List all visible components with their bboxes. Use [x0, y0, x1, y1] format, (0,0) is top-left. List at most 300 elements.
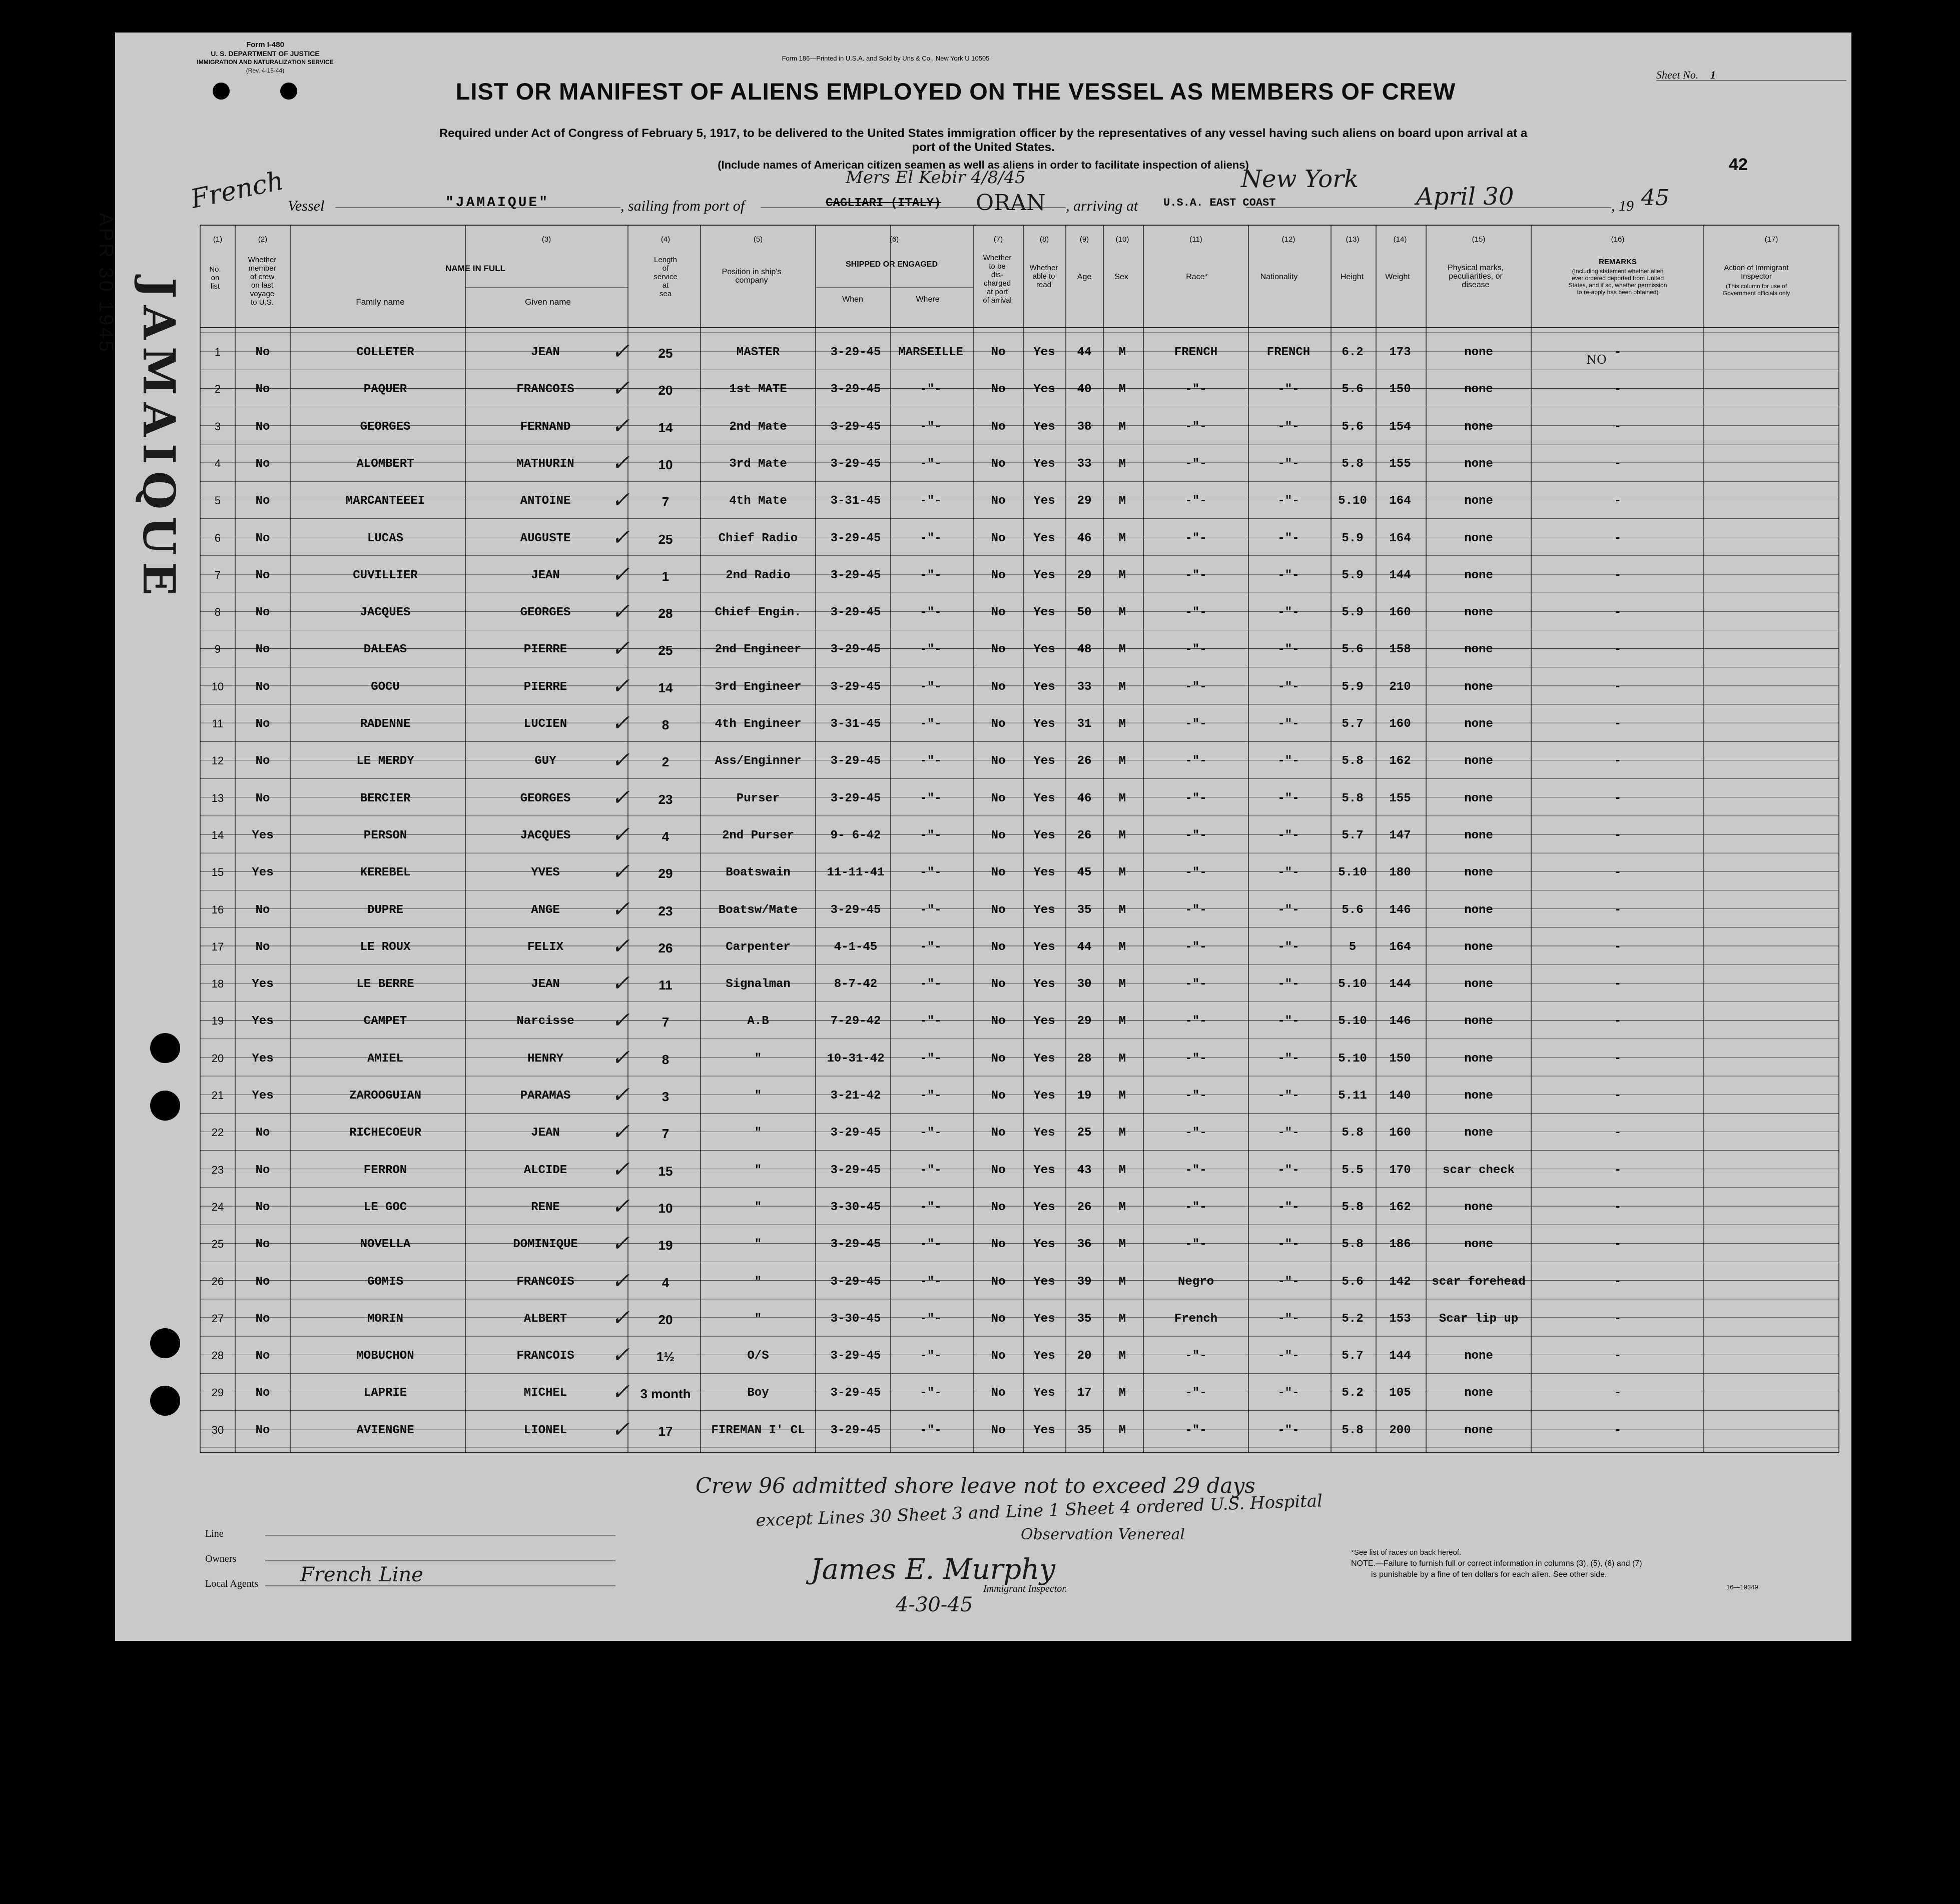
shipped-when-cell: 3-29-45: [830, 791, 881, 805]
position-cell: ": [754, 1163, 762, 1177]
able-to-read-cell: Yes: [1033, 1349, 1055, 1363]
position-cell: Chief Radio: [718, 531, 798, 545]
shipped-when-cell: 7-29-42: [830, 1015, 881, 1029]
discharged-cell: No: [991, 568, 1006, 582]
shipped-when-cell: 3-29-45: [830, 1275, 881, 1289]
date-stamp: APR 30 1945: [95, 213, 117, 354]
family-name-cell: CAMPET: [363, 1015, 407, 1029]
family-name-cell: MORIN: [367, 1312, 404, 1326]
able-to-read-cell: Yes: [1033, 494, 1055, 508]
given-name-cell: FRANCOIS: [516, 1349, 574, 1363]
able-to-read-cell: Yes: [1033, 754, 1055, 768]
check-mark-icon: ✓: [611, 749, 630, 775]
physical-marks-cell: none: [1464, 494, 1493, 508]
family-name-cell: PERSON: [363, 828, 407, 842]
physical-marks-cell: none: [1464, 1200, 1493, 1214]
height-cell: 5.9: [1342, 606, 1364, 620]
sex-cell: M: [1118, 346, 1126, 359]
row-number-cell: 6: [214, 531, 221, 544]
column-number: (13): [1346, 235, 1360, 244]
age-cell: 31: [1077, 717, 1092, 731]
sex-cell: M: [1118, 866, 1126, 880]
nationality-cell: FRENCH: [1266, 346, 1311, 359]
discharged-cell: No: [991, 866, 1006, 880]
shipped-when-cell: 3-29-45: [830, 1423, 881, 1437]
remarks-cell: -: [1614, 791, 1622, 805]
age-cell: 26: [1077, 828, 1092, 842]
check-mark-icon: ✓: [611, 1195, 630, 1221]
physical-marks-cell: none: [1464, 1386, 1493, 1400]
age-cell: 48: [1077, 643, 1092, 657]
age-cell: 25: [1077, 1126, 1092, 1140]
shipped-when-cell: 3-29-45: [830, 383, 881, 397]
given-name-cell: JEAN: [531, 568, 560, 582]
page-number: 42: [1729, 155, 1748, 174]
col-header-age: Age: [1077, 273, 1092, 281]
race-cell: -"-: [1185, 866, 1207, 880]
discharged-cell: No: [991, 1163, 1006, 1177]
race-cell: -"-: [1185, 457, 1207, 471]
age-cell: 30: [1077, 978, 1092, 992]
destination-handwritten: New York: [1241, 165, 1359, 193]
race-cell: -"-: [1185, 1386, 1207, 1400]
race-cell: -"-: [1185, 494, 1207, 508]
last-voyage-cell: Yes: [252, 978, 274, 992]
shipped-where-cell: -"-: [920, 1015, 942, 1029]
shipped-when-cell: 11-11-41: [827, 866, 885, 880]
col-header-race: Race*: [1186, 273, 1208, 281]
nationality-cell: -"-: [1277, 1275, 1299, 1289]
height-cell: 5.11: [1338, 1089, 1367, 1103]
family-name-cell: GOCU: [371, 680, 400, 694]
last-voyage-cell: No: [255, 1200, 270, 1214]
check-mark-icon: ✓: [611, 601, 630, 626]
owners-handwritten: French Line: [300, 1563, 423, 1586]
able-to-read-cell: Yes: [1033, 606, 1055, 620]
discharged-cell: No: [991, 1200, 1006, 1214]
shipped-where-cell: -"-: [920, 383, 942, 397]
remarks-cell: -: [1614, 383, 1622, 397]
discharged-cell: No: [991, 346, 1006, 359]
given-name-cell: ANTOINE: [520, 494, 571, 508]
age-cell: 35: [1077, 1423, 1092, 1437]
weight-cell: 164: [1389, 494, 1411, 508]
weight-cell: 147: [1389, 828, 1411, 842]
races-note: *See list of races on back hereof.: [1351, 1548, 1462, 1557]
height-cell: 5.7: [1342, 1349, 1364, 1363]
discharged-cell: No: [991, 754, 1006, 768]
able-to-read-cell: Yes: [1033, 420, 1055, 434]
race-cell: -"-: [1185, 1238, 1207, 1252]
shipped-where-cell: -"-: [920, 1423, 942, 1437]
column-number: (12): [1281, 235, 1295, 244]
discharged-cell: No: [991, 1126, 1006, 1140]
weight-cell: 186: [1389, 1238, 1411, 1252]
last-voyage-cell: No: [255, 903, 270, 917]
weight-cell: 144: [1389, 568, 1411, 582]
weight-cell: 173: [1389, 346, 1411, 359]
height-cell: 5.10: [1338, 1015, 1367, 1029]
remarks-cell: -: [1614, 754, 1622, 768]
last-voyage-cell: Yes: [252, 1089, 274, 1103]
age-cell: 19: [1077, 1089, 1092, 1103]
check-mark-icon: ✓: [611, 861, 630, 886]
shipped-where-cell: -"-: [920, 1349, 942, 1363]
nationality-handwritten: French: [188, 166, 287, 215]
height-cell: 5.5: [1342, 1163, 1364, 1177]
physical-marks-cell: none: [1464, 346, 1493, 359]
last-voyage-cell: Yes: [252, 1052, 274, 1066]
given-name-cell: GEORGES: [520, 791, 571, 805]
able-to-read-cell: Yes: [1033, 531, 1055, 545]
physical-marks-cell: none: [1464, 606, 1493, 620]
height-cell: 5.8: [1342, 457, 1364, 471]
given-name-cell: JACQUES: [520, 828, 571, 842]
last-voyage-cell: No: [255, 1386, 270, 1400]
col-header-remarks-detail: (Including statement whether alien ever ordered deported from United States, and if so, whether permission to re-apply has been obtained): [1568, 268, 1667, 296]
height-cell: 5.8: [1342, 754, 1364, 768]
sex-cell: M: [1118, 1312, 1126, 1326]
col-header-physical-marks: Physical marks, peculiarities, or disease: [1447, 264, 1504, 289]
race-cell: -"-: [1185, 680, 1207, 694]
able-to-read-cell: Yes: [1033, 903, 1055, 917]
row-number-cell: 12: [211, 754, 224, 767]
given-name-cell: FRANCOIS: [516, 1275, 574, 1289]
check-mark-icon: ✓: [611, 1010, 630, 1035]
year-handwritten: 45: [1641, 185, 1669, 211]
service-length-cell: 8: [662, 717, 670, 732]
shipped-where-cell: -"-: [920, 754, 942, 768]
discharged-cell: No: [991, 1052, 1006, 1066]
able-to-read-cell: Yes: [1033, 791, 1055, 805]
agents-label: Local Agents: [205, 1578, 259, 1589]
weight-cell: 144: [1389, 1349, 1411, 1363]
remarks-cell: -: [1614, 680, 1622, 694]
height-cell: 5.7: [1342, 717, 1364, 731]
last-voyage-cell: No: [255, 680, 270, 694]
height-cell: 5.10: [1338, 866, 1367, 880]
last-voyage-cell: No: [255, 1238, 270, 1252]
shipped-where-cell: -"-: [920, 903, 942, 917]
given-name-cell: PIERRE: [523, 643, 567, 657]
row-number-cell: 24: [211, 1200, 224, 1213]
family-name-cell: LE BERRE: [356, 978, 414, 992]
last-voyage-cell: No: [255, 346, 270, 359]
remarks-cell: -: [1614, 717, 1622, 731]
sex-cell: M: [1118, 791, 1126, 805]
service-length-cell: 29: [658, 866, 673, 881]
family-name-cell: BERCIER: [360, 791, 411, 805]
race-cell: -"-: [1185, 1052, 1207, 1066]
check-mark-icon: ✓: [611, 1121, 630, 1147]
discharged-cell: No: [991, 420, 1006, 434]
shipped-when-cell: 10-31-42: [827, 1052, 885, 1066]
struck-port: CAGLIARI (ITALY): [826, 197, 941, 210]
age-cell: 45: [1077, 866, 1092, 880]
inspector-signature: James E. Murphy: [811, 1553, 1055, 1586]
shipped-where-cell: -"-: [920, 420, 942, 434]
check-mark-icon: ✓: [611, 1047, 630, 1072]
remarks-cell: -: [1614, 346, 1622, 359]
sex-cell: M: [1118, 1423, 1126, 1437]
service-length-cell: 25: [658, 346, 673, 361]
race-cell: -"-: [1185, 606, 1207, 620]
service-length-cell: 25: [658, 531, 673, 547]
remarks-cell: -: [1614, 1015, 1622, 1029]
age-cell: 20: [1077, 1349, 1092, 1363]
remarks-cell: -: [1614, 1275, 1622, 1289]
shipped-when-cell: 3-29-45: [830, 1126, 881, 1140]
shipped-when-cell: 3-29-45: [830, 1349, 881, 1363]
row-number-cell: 28: [211, 1349, 224, 1362]
nationality-cell: -"-: [1277, 494, 1299, 508]
discharged-cell: No: [991, 1089, 1006, 1103]
physical-marks-cell: none: [1464, 1089, 1493, 1103]
height-cell: 5.6: [1342, 643, 1364, 657]
able-to-read-cell: Yes: [1033, 383, 1055, 397]
check-mark-icon: ✓: [611, 526, 630, 552]
race-cell: FRENCH: [1174, 346, 1218, 359]
remarks-cell: -: [1614, 643, 1622, 657]
form-code: 16—19349: [1726, 1583, 1758, 1591]
height-cell: 5.8: [1342, 791, 1364, 805]
service-length-cell: 25: [658, 643, 673, 658]
shipped-where-cell: -"-: [920, 606, 942, 620]
weight-cell: 162: [1389, 1200, 1411, 1214]
last-voyage-cell: No: [255, 568, 270, 582]
check-mark-icon: ✓: [611, 638, 630, 663]
able-to-read-cell: Yes: [1033, 1163, 1055, 1177]
include-line: (Include names of American citizen seamen as well as aliens in order to facilitate inspection of aliens): [718, 159, 1249, 171]
position-cell: FIREMAN I' CL: [711, 1423, 805, 1437]
given-name-cell: JEAN: [531, 1126, 560, 1140]
age-cell: 40: [1077, 383, 1092, 397]
race-cell: -"-: [1185, 978, 1207, 992]
shipped-when-cell: 3-31-45: [830, 717, 881, 731]
position-cell: ": [754, 1052, 762, 1066]
column-number: (17): [1764, 235, 1778, 244]
nationality-cell: -"-: [1277, 1238, 1299, 1252]
port-note-handwritten: Mers El Kebir 4/8/45: [846, 168, 1026, 188]
sex-cell: M: [1118, 494, 1126, 508]
age-cell: 39: [1077, 1275, 1092, 1289]
remarks-cell: -: [1614, 940, 1622, 954]
discharged-cell: No: [991, 383, 1006, 397]
position-cell: ": [754, 1089, 762, 1103]
check-mark-icon: ✓: [611, 1158, 630, 1184]
age-cell: 29: [1077, 568, 1092, 582]
shipped-where-cell: -"-: [920, 494, 942, 508]
check-mark-icon: ✓: [611, 1084, 630, 1109]
age-cell: 28: [1077, 1052, 1092, 1066]
service-length-cell: 15: [658, 1163, 673, 1179]
physical-marks-cell: none: [1464, 1015, 1493, 1029]
service-length-cell: 17: [658, 1423, 673, 1439]
penalty-note-1: NOTE.—Failure to furnish full or correct information in columns (3), (5), (6) and (7): [1351, 1559, 1642, 1568]
nationality-cell: -"-: [1277, 754, 1299, 768]
arriving-label: , arriving at: [1066, 198, 1138, 214]
able-to-read-cell: Yes: [1033, 1312, 1055, 1326]
family-name-cell: MARCANTEEEI: [345, 494, 425, 508]
shipped-where-cell: -"-: [920, 531, 942, 545]
race-cell: French: [1174, 1312, 1218, 1326]
sex-cell: M: [1118, 1015, 1126, 1029]
remarks-cell: -: [1614, 531, 1622, 545]
race-cell: -"-: [1185, 383, 1207, 397]
col-header-shipped: SHIPPED OR ENGAGED: [845, 260, 938, 269]
discharged-cell: No: [991, 1312, 1006, 1326]
able-to-read-cell: Yes: [1033, 457, 1055, 471]
last-voyage-cell: No: [255, 1349, 270, 1363]
arriving-port: U.S.A. EAST COAST: [1163, 197, 1276, 209]
shipped-where-cell: -"-: [920, 1163, 942, 1177]
col-header-sex: Sex: [1114, 273, 1128, 281]
discharged-cell: No: [991, 457, 1006, 471]
check-mark-icon: ✓: [611, 786, 630, 812]
able-to-read-cell: Yes: [1033, 828, 1055, 842]
discharged-cell: No: [991, 978, 1006, 992]
remarks-cell: -: [1614, 1126, 1622, 1140]
sex-cell: M: [1118, 568, 1126, 582]
sex-cell: M: [1118, 1349, 1126, 1363]
nationality-cell: -"-: [1277, 420, 1299, 434]
remarks-cell: -: [1614, 457, 1622, 471]
admission-note-line3: Observation Venereal: [1021, 1526, 1185, 1543]
nationality-cell: -"-: [1277, 1312, 1299, 1326]
nationality-cell: -"-: [1277, 383, 1299, 397]
shipped-where-cell: -"-: [920, 1052, 942, 1066]
remarks-cell: -: [1614, 1238, 1622, 1252]
nationality-cell: -"-: [1277, 643, 1299, 657]
weight-cell: 164: [1389, 531, 1411, 545]
shipped-where-cell: -"-: [920, 1126, 942, 1140]
service-length-cell: 23: [658, 791, 673, 807]
nationality-cell: -"-: [1277, 680, 1299, 694]
row-number-cell: 25: [211, 1238, 224, 1251]
nationality-cell: -"-: [1277, 1200, 1299, 1214]
weight-cell: 200: [1389, 1423, 1411, 1437]
service-length-cell: 3: [662, 1089, 670, 1104]
family-name-cell: NOVELLA: [360, 1238, 411, 1252]
last-voyage-cell: No: [255, 1163, 270, 1177]
service-length-cell: 26: [658, 940, 673, 956]
sex-cell: M: [1118, 643, 1126, 657]
position-cell: 2nd Purser: [722, 828, 795, 842]
discharged-cell: No: [991, 940, 1006, 954]
family-name-cell: DALEAS: [363, 643, 407, 657]
sheet-label: Sheet No.: [1656, 69, 1699, 81]
weight-cell: 162: [1389, 754, 1411, 768]
sex-cell: M: [1118, 1126, 1126, 1140]
column-number: (4): [661, 235, 671, 244]
sex-cell: M: [1118, 754, 1126, 768]
discharged-cell: No: [991, 531, 1006, 545]
vessel-name-side-handwritten: JAMAIQUE: [133, 278, 185, 603]
weight-cell: 150: [1389, 383, 1411, 397]
height-cell: 5.6: [1342, 1275, 1364, 1289]
physical-marks-cell: none: [1464, 791, 1493, 805]
family-name-cell: LE MERDY: [356, 754, 414, 768]
able-to-read-cell: Yes: [1033, 680, 1055, 694]
shipped-when-cell: 3-29-45: [830, 1163, 881, 1177]
row-number-cell: 15: [211, 866, 224, 879]
position-cell: Boatswain: [726, 866, 791, 880]
race-cell: -"-: [1185, 754, 1207, 768]
family-name-cell: DUPRE: [367, 903, 404, 917]
sex-cell: M: [1118, 940, 1126, 954]
height-cell: 5: [1349, 940, 1357, 954]
column-number: (16): [1611, 235, 1625, 244]
signature-date: 4-30-45: [896, 1593, 973, 1616]
able-to-read-cell: Yes: [1033, 643, 1055, 657]
weight-cell: 146: [1389, 1015, 1411, 1029]
weight-cell: 153: [1389, 1312, 1411, 1326]
service-length-cell: 3 month: [640, 1386, 691, 1402]
discharged-cell: No: [991, 791, 1006, 805]
position-cell: 1st MATE: [729, 383, 787, 397]
sex-cell: M: [1118, 1386, 1126, 1400]
row-number-cell: 4: [214, 457, 221, 470]
row-number-cell: 1: [214, 346, 221, 358]
service-length-cell: 10: [658, 1200, 673, 1216]
position-cell: ": [754, 1238, 762, 1252]
nationality-cell: -"-: [1277, 531, 1299, 545]
col-header-action-detail: (This column for use of Government officials only: [1722, 283, 1790, 297]
check-mark-icon: ✓: [611, 378, 630, 403]
column-number: (8): [1039, 235, 1049, 244]
check-mark-icon: ✓: [611, 712, 630, 737]
physical-marks-cell: Scar lip up: [1439, 1312, 1519, 1326]
row-number-cell: 30: [211, 1423, 224, 1436]
nationality-cell: -"-: [1277, 1163, 1299, 1177]
nationality-cell: -"-: [1277, 606, 1299, 620]
sex-cell: M: [1118, 1275, 1126, 1289]
given-name-cell: PARAMAS: [520, 1089, 571, 1103]
position-cell: ": [754, 1200, 762, 1214]
row-number-cell: 27: [211, 1312, 224, 1325]
row-number-cell: 11: [212, 717, 224, 730]
col-header-when: When: [842, 295, 863, 304]
remarks-cell: -: [1614, 1386, 1622, 1400]
sex-cell: M: [1118, 1200, 1126, 1214]
position-cell: 2nd Engineer: [715, 643, 802, 657]
age-cell: 35: [1077, 903, 1092, 917]
height-cell: 5.9: [1342, 568, 1364, 582]
remarks-cell: -: [1614, 903, 1622, 917]
column-number: (10): [1115, 235, 1129, 244]
physical-marks-cell: none: [1464, 1423, 1493, 1437]
nationality-cell: -"-: [1277, 1015, 1299, 1029]
column-number: (9): [1079, 235, 1089, 244]
check-mark-icon: ✓: [611, 1381, 630, 1407]
family-name-cell: FERRON: [363, 1163, 407, 1177]
nationality-cell: -"-: [1277, 568, 1299, 582]
discharged-cell: No: [991, 1275, 1006, 1289]
shipped-where-cell: -"-: [920, 940, 942, 954]
family-name-cell: KEREBEL: [360, 866, 411, 880]
remarks-cell: -: [1614, 1163, 1622, 1177]
height-cell: 5.8: [1342, 1423, 1364, 1437]
last-voyage-cell: No: [255, 1275, 270, 1289]
sex-cell: M: [1118, 903, 1126, 917]
age-cell: 35: [1077, 1312, 1092, 1326]
physical-marks-cell: none: [1464, 717, 1493, 731]
weight-cell: 142: [1389, 1275, 1411, 1289]
physical-marks-cell: none: [1464, 828, 1493, 842]
weight-cell: 180: [1389, 866, 1411, 880]
last-voyage-cell: No: [255, 1312, 270, 1326]
shipped-when-cell: 3-30-45: [830, 1200, 881, 1214]
